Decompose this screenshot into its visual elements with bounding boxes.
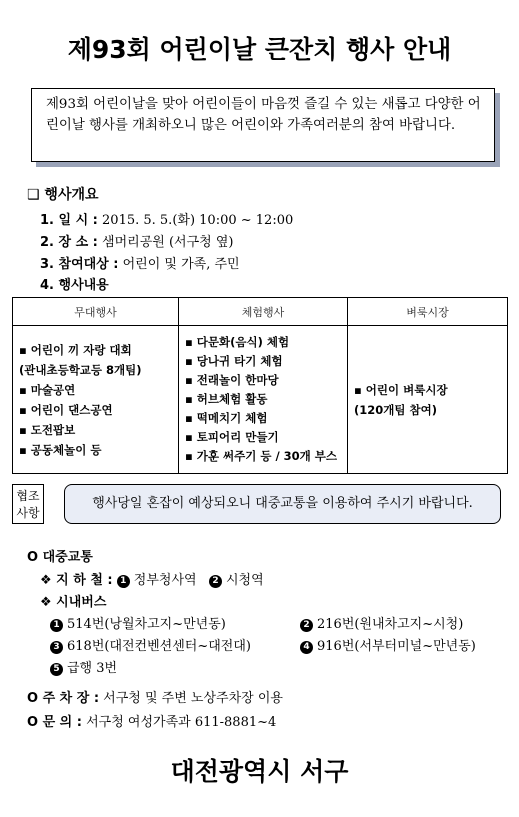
list-item: ▪ 전래놀이 한마당 xyxy=(185,373,279,387)
list-item: ▪ 떡메치기 체험 xyxy=(185,411,268,425)
cooperation-notice: 행사당일 혼잡이 예상되오니 대중교통을 이용하여 주시기 바랍니다. xyxy=(64,484,501,524)
subway-row xyxy=(40,569,264,588)
bus-route: 2 216번(원내차고지~시청) xyxy=(300,613,463,632)
target-label: 3. 참여대상 : xyxy=(40,257,119,272)
place-label: 2. 장 소 : xyxy=(40,235,98,250)
overview-place xyxy=(40,231,233,250)
list-item: ▪ 다문화(음식) 체험 xyxy=(185,335,290,349)
target-value: 어린이 및 가족, 주민 xyxy=(122,257,240,272)
overview-date xyxy=(40,209,293,228)
cooperation-label xyxy=(12,484,44,524)
list-item: ▪ 어린이 벼룩시장 xyxy=(354,382,448,397)
page-title: 제93회 어린이날 큰잔치 행사 안내 xyxy=(67,35,452,64)
list-item: ▪ 어린이 끼 자랑 대회 xyxy=(19,342,132,357)
overview-content xyxy=(40,274,109,293)
cooperation-label-line2: 사항 xyxy=(16,506,40,520)
date-value: 2015. 5. 5.(화) 10:00 ~ 12:00 xyxy=(102,213,294,228)
number-5-icon: 5 xyxy=(50,663,63,676)
subway-line-1: 정부청사역 xyxy=(133,573,197,588)
parking-value: 서구청 및 주변 노상주차장 이용 xyxy=(103,691,283,706)
number-2-icon: 2 xyxy=(300,619,313,632)
list-item: ▪ 마술공연 xyxy=(19,382,76,397)
list-item: ▪ 어린이 댄스공연 xyxy=(19,402,113,417)
date-label: 1. 일 시 : xyxy=(40,213,98,228)
list-item: ▪ 공동체놀이 등 xyxy=(19,442,102,457)
events-header-experience: 체험행사 xyxy=(179,298,348,326)
list-item: ▪ 토피어리 만들기 xyxy=(185,430,279,444)
cooperation-label-line1: 협조 xyxy=(16,489,40,503)
number-4-icon: 4 xyxy=(300,641,313,654)
list-item: ▪ 가훈 써주기 등 / 30개 부스 xyxy=(185,449,337,463)
events-table xyxy=(12,297,508,474)
inquiry-value: 서구청 여성가족과 611-8881~4 xyxy=(86,715,277,730)
bus-route: 1 514번(낭월차고지~만년동) xyxy=(50,613,226,632)
place-value: 샘머리공원 (서구청 옆) xyxy=(102,235,234,250)
overview-heading: ❑ 행사개요 xyxy=(27,187,99,203)
transport-heading: O 대중교통 xyxy=(27,550,93,565)
overview-target xyxy=(40,253,240,272)
number-1-icon: 1 xyxy=(117,575,130,588)
parking-row xyxy=(27,687,283,706)
number-2-icon: 2 xyxy=(209,575,222,588)
bus-route: 5 급행 3번 xyxy=(50,657,117,676)
list-item: (관내초등학교등 8개팀) xyxy=(19,362,142,377)
subway-label: ❖ 지 하 철 : xyxy=(40,573,113,588)
experience-events-cell xyxy=(179,326,348,474)
number-1-icon: 1 xyxy=(50,619,63,632)
market-cell xyxy=(348,326,508,474)
events-header-stage: 무대행사 xyxy=(13,298,179,326)
footer-organization: 대전광역시 서구 xyxy=(170,757,349,786)
number-3-icon: 3 xyxy=(50,641,63,654)
parking-label: O 주 차 장 : xyxy=(27,691,100,706)
list-item: ▪ 도전팝보 xyxy=(19,422,76,437)
intro-box xyxy=(31,88,495,162)
inquiry-row xyxy=(27,711,276,730)
stage-events-cell xyxy=(13,326,179,474)
intro-text: 제93회 어린이날을 맞아 어린이들이 마음껏 즐길 수 있는 새롭고 다양한 어린이날 행사를 개최하오니 많은 어린이와 가족여러분의 참여 바랍니다. xyxy=(46,97,481,133)
bus-heading: ❖ 시내버스 xyxy=(40,595,107,610)
subway-line-2: 시청역 xyxy=(225,573,264,588)
list-item: ▪ 허브체험 활동 xyxy=(185,392,268,406)
content-label: 4. 행사내용 xyxy=(40,278,109,293)
bus-route: 4 916번(서부터미널~만년동) xyxy=(300,635,476,654)
inquiry-label: O 문 의 : xyxy=(27,715,82,730)
list-item: (120개팀 참여) xyxy=(354,402,437,417)
bus-route: 3 618번(대전컨벤션센터~대전대) xyxy=(50,635,251,654)
list-item: ▪ 당나귀 타기 체험 xyxy=(185,354,283,368)
events-header-market: 벼룩시장 xyxy=(348,298,508,326)
